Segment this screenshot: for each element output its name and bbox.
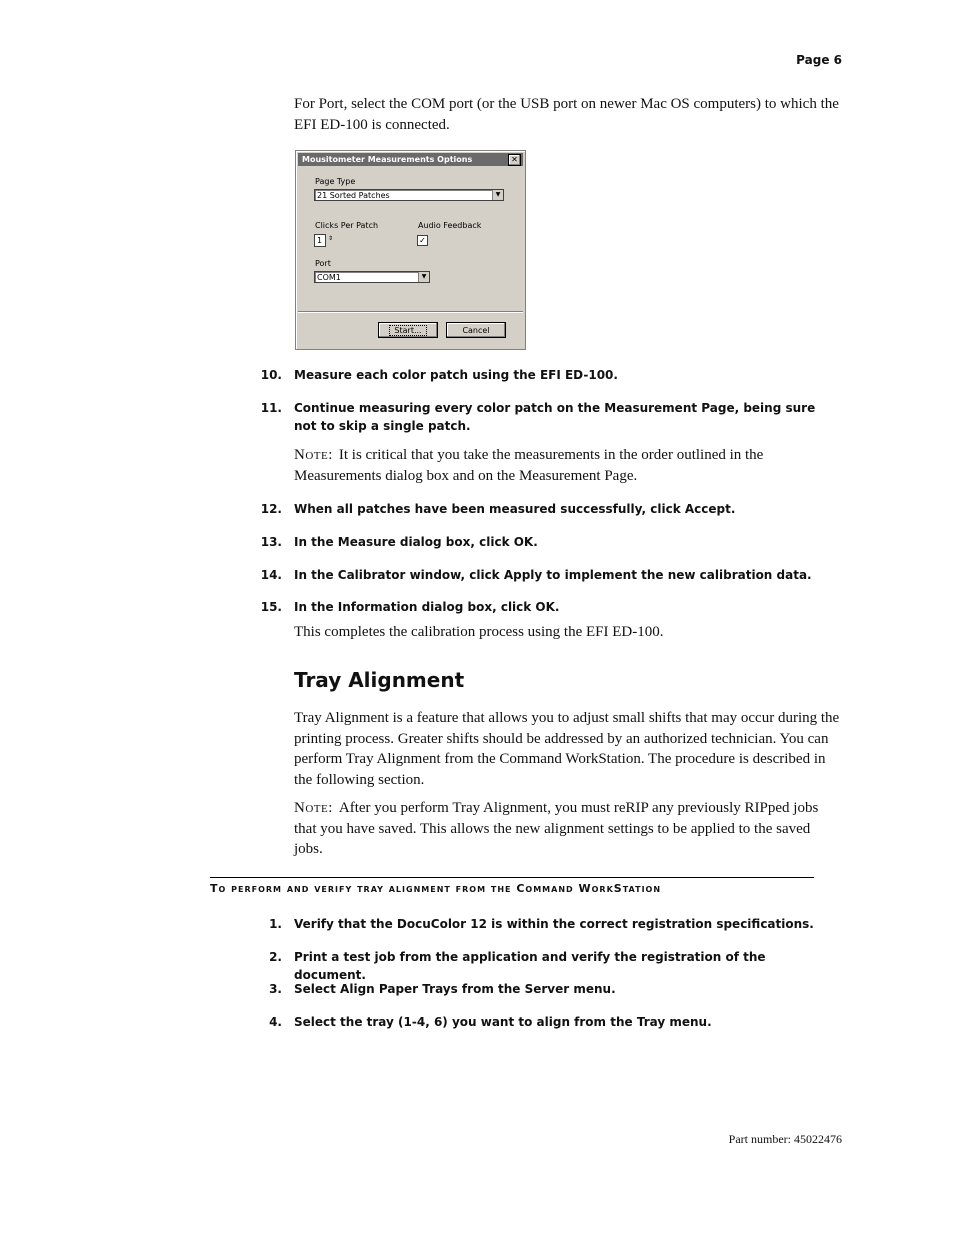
dialog-title-bar xyxy=(298,153,523,166)
list-item xyxy=(260,500,840,518)
port-value: COM1 xyxy=(317,273,341,282)
cancel-button[interactable]: Cancel xyxy=(446,322,506,338)
note-text: After you perform Tray Alignment, you must reRIP any previously RIPped jobs that you have saved. This allows the new alignment settings to be applied to the saved jobs. xyxy=(294,800,819,857)
step-text: Select Align Paper Trays from the Server menu. xyxy=(294,982,616,996)
section-heading: Tray Alignment xyxy=(294,668,465,692)
chevron-down-icon: ▼ xyxy=(418,272,429,282)
step-number: 12. xyxy=(260,502,282,516)
port-select[interactable] xyxy=(314,271,430,283)
completion-paragraph: This completes the calibration process using the EFI ED-100. xyxy=(294,624,664,640)
procedure-title: To perform and verify tray alignment from the Command WorkStation xyxy=(210,882,662,895)
step-number: 2. xyxy=(269,950,282,964)
list-item xyxy=(260,533,840,551)
start-button-label: Start... xyxy=(389,325,426,336)
step-text: Select the tray (1-4, 6) you want to align from the Tray menu. xyxy=(294,1015,712,1029)
list-item xyxy=(260,980,840,998)
audio-feedback-checkbox[interactable]: ✓ xyxy=(417,235,428,246)
page-type-label: Page Type xyxy=(315,177,356,186)
clicks-per-patch-input[interactable]: 1 xyxy=(314,234,326,247)
close-icon[interactable]: ✕ xyxy=(508,154,521,166)
procedure-divider xyxy=(210,877,814,878)
clicks-per-patch-label: Clicks Per Patch xyxy=(315,221,379,230)
start-button[interactable] xyxy=(378,322,438,338)
step-number: 1. xyxy=(269,917,282,931)
port-label: Port xyxy=(315,259,331,268)
page-number: Page 6 xyxy=(796,53,842,67)
page-type-select[interactable] xyxy=(314,189,504,201)
step-text: When all patches have been measured successfully, click Accept. xyxy=(294,502,736,516)
step-number: 11. xyxy=(260,401,282,415)
section-body: Tray Alignment is a feature that allows you to adjust small shifts that may occur during the printing process. Greater shifts should be addressed by an authorized technician. You can perform Tray Alignment from the Command WorkStation. The procedure is described in the following section. xyxy=(294,710,840,788)
dialog-separator xyxy=(298,311,523,313)
step-number: 14. xyxy=(260,568,282,582)
note-paragraph xyxy=(294,798,842,860)
step-text: Continue measuring every color patch on the Measurement Page, being sure not to skip a single patch. xyxy=(294,401,816,433)
step-text: In the Measure dialog box, click OK. xyxy=(294,535,538,549)
step-text: In the Information dialog box, click OK. xyxy=(294,600,560,614)
note-label: Note: xyxy=(294,800,333,816)
step-number: 13. xyxy=(260,535,282,549)
part-number: Part number: 45022476 xyxy=(728,1132,842,1146)
chevron-down-icon: ▼ xyxy=(492,190,503,200)
list-item xyxy=(260,948,840,982)
spinner-arrows-icon[interactable]: ⇕ xyxy=(328,235,334,242)
page-type-value: 21 Sorted Patches xyxy=(317,191,390,200)
step-number: 15. xyxy=(260,600,282,614)
list-item xyxy=(260,399,840,435)
note-label: Note: xyxy=(294,447,333,463)
list-item xyxy=(260,598,840,616)
step-text: Print a test job from the application and verify the registration of the document. xyxy=(294,950,766,982)
step-text: Measure each color patch using the EFI ED-100. xyxy=(294,368,618,382)
note-text: It is critical that you take the measurements in the order outlined in the Measurements dialog box and on the Measurement Page. xyxy=(294,447,764,484)
note-paragraph xyxy=(294,445,794,486)
dialog-title: Mousitometer Measurements Options xyxy=(302,155,473,164)
step-number: 4. xyxy=(269,1015,282,1029)
measurements-options-dialog xyxy=(295,150,526,350)
list-item xyxy=(260,915,840,933)
step-text: In the Calibrator window, click Apply to implement the new calibration data. xyxy=(294,568,812,582)
step-number: 3. xyxy=(269,982,282,996)
list-item xyxy=(260,566,840,584)
intro-paragraph: For Port, select the COM port (or the USB port on newer Mac OS computers) to which the EFI ED-100 is connected. xyxy=(294,96,839,133)
list-item xyxy=(260,366,840,384)
step-text: Verify that the DocuColor 12 is within the correct registration specifications. xyxy=(294,917,814,931)
audio-feedback-label: Audio Feedback xyxy=(418,221,482,230)
step-number: 10. xyxy=(260,368,282,382)
list-item xyxy=(260,1013,840,1031)
